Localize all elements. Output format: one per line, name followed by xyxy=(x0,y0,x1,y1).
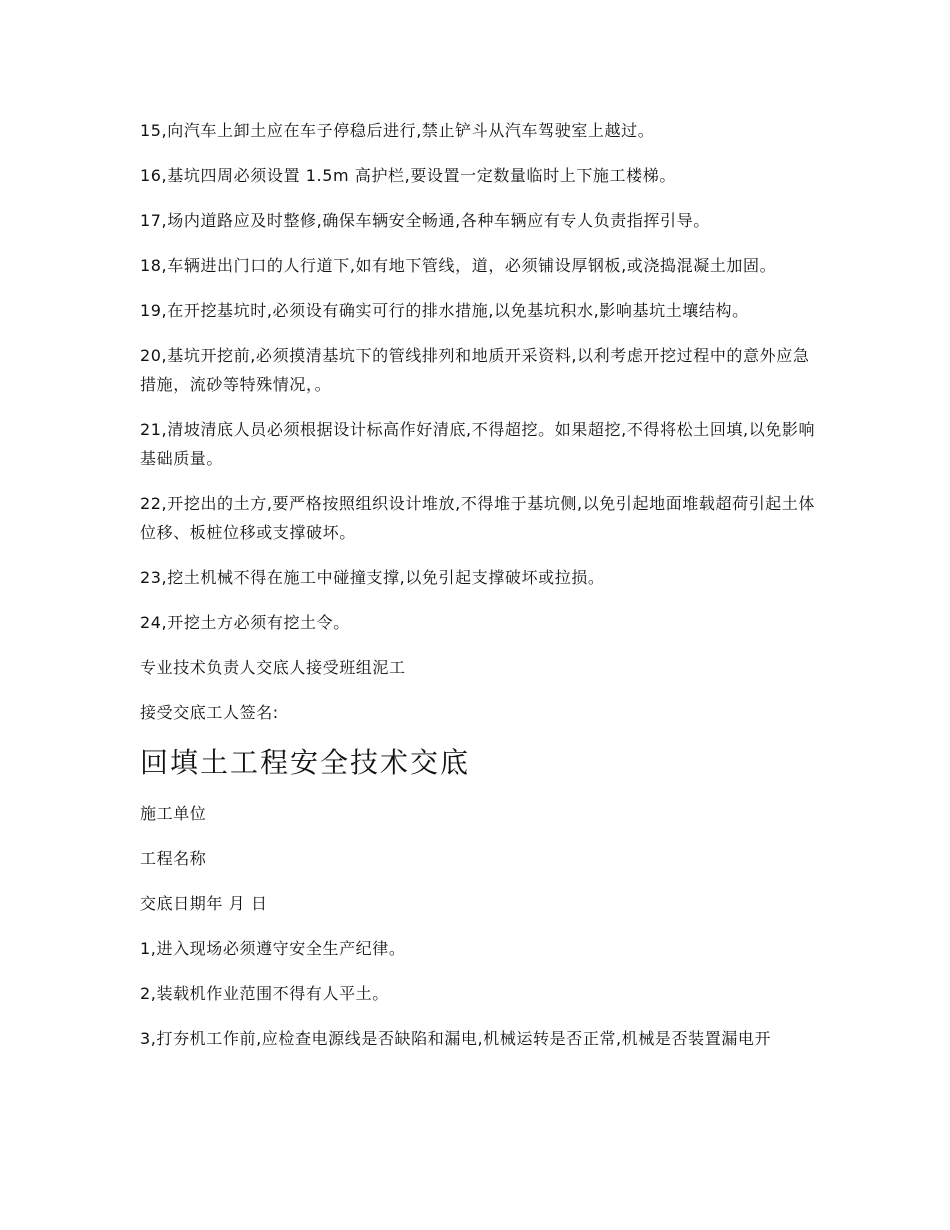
signature-line: 接受交底工人签名: xyxy=(140,703,279,722)
list-item: 20,基坑开挖前,必须摸清基坑下的管线排列和地质开采资料,以利考虑开挖过程中的意外应急措施，流砂等特殊情况，。 xyxy=(140,346,810,394)
list-item: 17,场内道路应及时整修,确保车辆安全畅通,各种车辆应有专人负责指挥引导。 xyxy=(140,211,710,230)
list-item: 21,清坡清底人员必须根据设计标高作好清底,不得超挖。如果超挖,不得将松土回填,以免影响基础质量。 xyxy=(140,420,816,468)
signoff-roles: 专业技术负责人交底人接受班组泥工 xyxy=(140,658,406,677)
document-page xyxy=(140,116,820,1069)
construction-unit-label: 施工单位 xyxy=(140,804,207,823)
list-item: 18,车辆进出门口的人行道下,如有地下管线，道，必须铺设厚钢板,或浇捣混凝土加固。 xyxy=(140,256,777,275)
list-item: 3,打夯机工作前,应检查电源线是否缺陷和漏电,机械运转是否正常,机械是否装置漏电开 xyxy=(140,1029,772,1048)
section-title: 回填土工程安全技术交底 xyxy=(140,746,471,779)
list-item: 1,进入现场必须遵守安全生产纪律。 xyxy=(140,939,406,958)
list-item: 16,基坑四周必须设置 1.5m 高护栏,要设置一定数量临时上下施工楼梯。 xyxy=(140,166,676,185)
list-item: 2,装载机作业范围不得有人平土。 xyxy=(140,984,389,1003)
list-item: 23,挖土机械不得在施工中碰撞支撑,以免引起支撑破坏或拉损。 xyxy=(140,568,605,587)
list-item: 24,开挖土方必须有挖土令。 xyxy=(140,613,350,632)
handover-date-label: 交底日期年 月 日 xyxy=(140,894,268,913)
project-name-label: 工程名称 xyxy=(140,849,207,868)
list-item: 19,在开挖基坑时,必须设有确实可行的排水措施,以免基坑积水,影响基坑土壤结构。 xyxy=(140,301,749,320)
list-item: 15,向汽车上卸土应在车子停稳后进行,禁止铲斗从汽车驾驶室上越过。 xyxy=(140,121,655,140)
list-item: 22,开挖出的土方,要严格按照组织设计堆放,不得堆于基坑侧,以免引起地面堆载超荷引起土体位移、板桩位移或支撑破坏。 xyxy=(140,494,816,542)
